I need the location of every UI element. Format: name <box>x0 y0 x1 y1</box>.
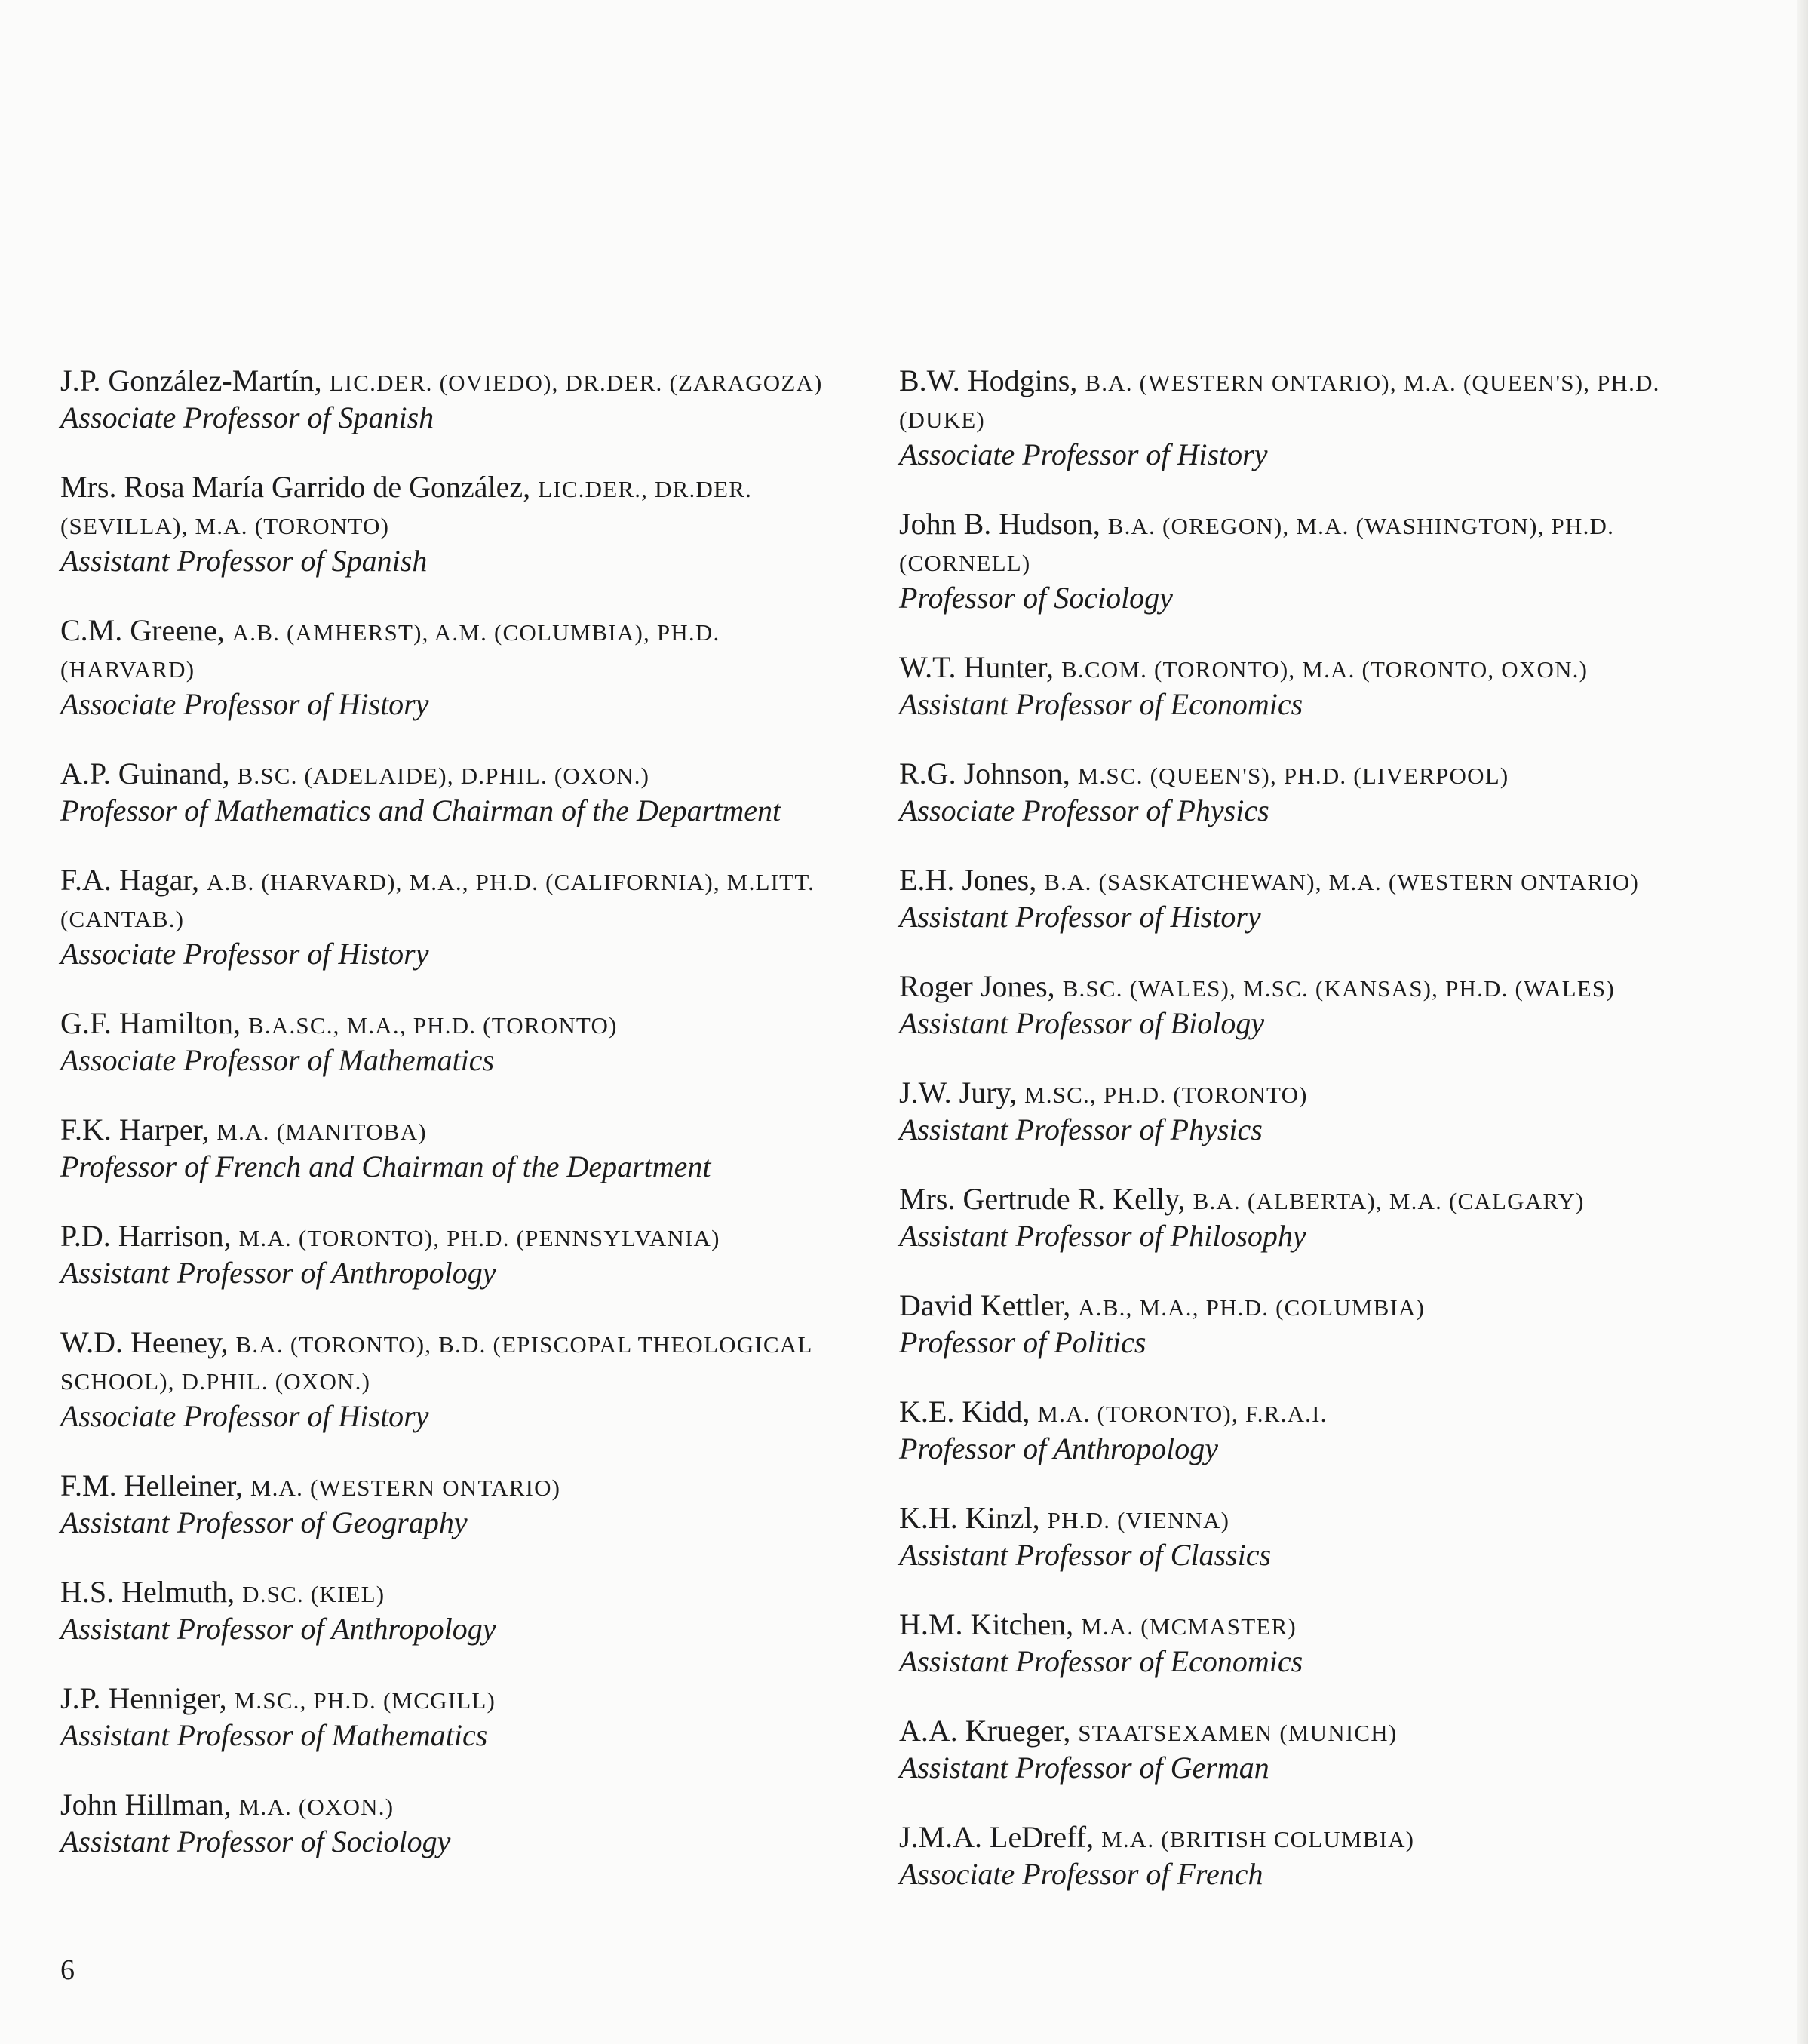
faculty-name-line <box>899 1076 1714 1113</box>
faculty-credentials: M.A. (MANITOBA) <box>216 1119 427 1145</box>
faculty-name-line <box>60 1113 860 1149</box>
faculty-entry <box>899 757 1714 828</box>
faculty-credentials: M.A. (TORONTO), F.R.A.I. <box>1037 1401 1328 1427</box>
faculty-name: J.P. González-Martín, <box>60 364 322 397</box>
faculty-list-left-column <box>60 364 860 1894</box>
faculty-name: H.S. Helmuth, <box>60 1575 235 1609</box>
faculty-credentials: M.SC., PH.D. (MCGILL) <box>234 1687 496 1714</box>
faculty-credentials: LIC.DER., DR.DER. (SEVILLA), M.A. (TORONTO) <box>60 476 753 539</box>
faculty-entry <box>60 1219 860 1291</box>
page-edge-shadow <box>1797 0 1808 2044</box>
faculty-entry <box>899 863 1714 935</box>
faculty-name: Mrs. Gertrude R. Kelly, <box>899 1182 1186 1216</box>
faculty-credentials: B.A. (WESTERN ONTARIO), M.A. (QUEEN'S), PH.D. (DUKE) <box>899 370 1660 433</box>
faculty-entry <box>60 1469 860 1540</box>
faculty-name: C.M. Greene, <box>60 613 225 647</box>
faculty-entry <box>899 1395 1714 1466</box>
faculty-credentials: M.SC. (QUEEN'S), PH.D. (LIVERPOOL) <box>1077 763 1509 789</box>
faculty-credentials: LIC.DER. (OVIEDO), DR.DER. (ZARAGOZA) <box>329 370 823 396</box>
faculty-credentials: B.A. (SASKATCHEWAN), M.A. (WESTERN ONTARIO) <box>1044 869 1639 895</box>
faculty-name-line <box>60 1575 860 1612</box>
faculty-title: Assistant Professor of Physics <box>899 1113 1263 1146</box>
faculty-name: John Hillman, <box>60 1788 232 1821</box>
faculty-entry <box>60 1681 860 1753</box>
faculty-name: H.M. Kitchen, <box>899 1607 1074 1641</box>
faculty-name-line <box>899 1288 1714 1325</box>
faculty-title: Associate Professor of History <box>60 1399 429 1433</box>
faculty-name: F.K. Harper, <box>60 1113 210 1146</box>
faculty-name: F.A. Hagar, <box>60 863 200 897</box>
faculty-credentials: B.A. (OREGON), M.A. (WASHINGTON), PH.D. (CORNELL) <box>899 513 1615 576</box>
faculty-name-line <box>899 650 1714 687</box>
faculty-title: Assistant Professor of Spanish <box>60 544 428 578</box>
faculty-title: Associate Professor of History <box>60 687 429 721</box>
faculty-entry <box>60 1113 860 1184</box>
faculty-name: J.M.A. LeDreff, <box>899 1820 1094 1854</box>
faculty-title: Assistant Professor of Sociology <box>60 1825 451 1858</box>
faculty-name-line <box>60 1469 860 1505</box>
faculty-name-line <box>60 1788 860 1825</box>
faculty-name: B.W. Hodgins, <box>899 364 1078 397</box>
faculty-name: F.M. Helleiner, <box>60 1469 243 1502</box>
faculty-name-line <box>60 1681 860 1718</box>
faculty-credentials: B.A. (ALBERTA), M.A. (CALGARY) <box>1193 1188 1585 1214</box>
faculty-title: Assistant Professor of Anthropology <box>60 1612 496 1646</box>
faculty-name-line <box>899 1395 1714 1432</box>
faculty-entry <box>60 1325 860 1434</box>
faculty-name-line <box>60 757 860 793</box>
faculty-name: K.H. Kinzl, <box>899 1501 1040 1535</box>
faculty-entry <box>60 757 860 828</box>
faculty-credentials: B.A. (TORONTO), B.D. (EPISCOPAL THEOLOGICAL SCHOOL), D.PHIL. (OXON.) <box>60 1331 812 1395</box>
faculty-name-line <box>899 863 1714 900</box>
faculty-credentials: M.A. (OXON.) <box>238 1794 394 1820</box>
faculty-name: Mrs. Rosa María Garrido de González, <box>60 470 531 504</box>
faculty-credentials: B.SC. (ADELAIDE), D.PHIL. (OXON.) <box>237 763 650 789</box>
faculty-name-line <box>60 1219 860 1256</box>
faculty-title: Associate Professor of Spanish <box>60 401 434 434</box>
faculty-entry <box>60 613 860 722</box>
faculty-credentials: B.SC. (WALES), M.SC. (KANSAS), PH.D. (WALES) <box>1062 975 1615 1002</box>
faculty-credentials: D.SC. (KIEL) <box>242 1581 385 1607</box>
faculty-credentials: M.A. (MCMASTER) <box>1081 1613 1297 1640</box>
faculty-title: Associate Professor of History <box>899 437 1268 471</box>
faculty-entry <box>899 1182 1714 1254</box>
faculty-name: W.D. Heeney, <box>60 1325 229 1359</box>
faculty-name: R.G. Johnson, <box>899 757 1070 790</box>
faculty-title: Assistant Professor of Economics <box>899 1644 1303 1678</box>
faculty-list-right-column <box>899 364 1714 1926</box>
faculty-entry <box>899 1714 1714 1785</box>
faculty-entry <box>899 1076 1714 1147</box>
faculty-name-line <box>899 757 1714 793</box>
faculty-name: W.T. Hunter, <box>899 650 1054 684</box>
faculty-name-line <box>899 1714 1714 1751</box>
faculty-name: John B. Hudson, <box>899 507 1100 541</box>
faculty-title: Professor of Politics <box>899 1325 1146 1359</box>
faculty-entry <box>899 650 1714 722</box>
faculty-name-line <box>60 863 860 937</box>
faculty-name-line <box>899 507 1714 581</box>
faculty-entry <box>899 1501 1714 1573</box>
faculty-name: David Kettler, <box>899 1288 1071 1322</box>
faculty-credentials: M.A. (TORONTO), PH.D. (PENNSYLVANIA) <box>238 1225 720 1251</box>
faculty-name-line <box>899 1607 1714 1644</box>
faculty-entry <box>899 1607 1714 1679</box>
faculty-credentials: B.A.SC., M.A., PH.D. (TORONTO) <box>248 1012 618 1039</box>
faculty-name-line <box>60 470 860 544</box>
faculty-title: Professor of Anthropology <box>899 1432 1218 1465</box>
faculty-credentials: M.A. (BRITISH COLUMBIA) <box>1101 1826 1415 1852</box>
faculty-name-line <box>899 364 1714 437</box>
faculty-name: K.E. Kidd, <box>899 1395 1030 1429</box>
faculty-name: E.H. Jones, <box>899 863 1037 897</box>
faculty-title: Professor of Mathematics and Chairman of the Department <box>60 793 781 827</box>
faculty-entry <box>60 470 860 579</box>
faculty-name: J.W. Jury, <box>899 1076 1017 1109</box>
faculty-entry <box>60 1006 860 1078</box>
page-number: 6 <box>60 1954 75 1986</box>
faculty-name-line <box>899 969 1714 1006</box>
faculty-title: Assistant Professor of Economics <box>899 687 1303 721</box>
faculty-name: P.D. Harrison, <box>60 1219 232 1253</box>
faculty-name: J.P. Henniger, <box>60 1681 227 1715</box>
faculty-title: Professor of French and Chairman of the Department <box>60 1149 711 1183</box>
faculty-name-line <box>60 613 860 687</box>
faculty-credentials: STAATSEXAMEN (MUNICH) <box>1078 1720 1398 1746</box>
faculty-name-line <box>899 1501 1714 1538</box>
faculty-title: Associate Professor of Physics <box>899 793 1269 827</box>
faculty-credentials: M.SC., PH.D. (TORONTO) <box>1024 1082 1308 1108</box>
faculty-credentials: A.B. (HARVARD), M.A., PH.D. (CALIFORNIA), M.LITT. (CANTAB.) <box>60 869 815 932</box>
faculty-credentials: M.A. (WESTERN ONTARIO) <box>250 1475 561 1501</box>
faculty-credentials: B.COM. (TORONTO), M.A. (TORONTO, OXON.) <box>1061 656 1589 683</box>
faculty-entry <box>60 364 860 435</box>
faculty-entry <box>899 1288 1714 1360</box>
faculty-entry <box>899 507 1714 615</box>
faculty-entry <box>899 1820 1714 1892</box>
faculty-title: Assistant Professor of Geography <box>60 1505 468 1539</box>
faculty-title: Assistant Professor of History <box>899 900 1261 934</box>
faculty-entry <box>899 969 1714 1041</box>
faculty-title: Assistant Professor of Philosophy <box>899 1219 1306 1253</box>
faculty-name-line <box>60 364 860 401</box>
faculty-title: Assistant Professor of Mathematics <box>60 1718 488 1752</box>
faculty-title: Associate Professor of French <box>899 1857 1263 1891</box>
faculty-entry <box>899 364 1714 472</box>
faculty-entry <box>60 863 860 971</box>
faculty-name-line <box>60 1006 860 1043</box>
faculty-name: A.P. Guinand, <box>60 757 230 790</box>
faculty-title: Assistant Professor of German <box>899 1751 1269 1785</box>
faculty-name-line <box>899 1820 1714 1857</box>
faculty-credentials: PH.D. (VIENNA) <box>1047 1507 1230 1533</box>
faculty-name-line <box>899 1182 1714 1219</box>
faculty-name: G.F. Hamilton, <box>60 1006 241 1040</box>
faculty-name: A.A. Krueger, <box>899 1714 1071 1748</box>
faculty-credentials: A.B. (AMHERST), A.M. (COLUMBIA), PH.D. (HARVARD) <box>60 619 720 683</box>
faculty-title: Professor of Sociology <box>899 581 1173 615</box>
faculty-title: Assistant Professor of Anthropology <box>60 1256 496 1290</box>
faculty-name-line <box>60 1325 860 1399</box>
faculty-credentials: A.B., M.A., PH.D. (COLUMBIA) <box>1078 1294 1426 1321</box>
faculty-entry <box>60 1575 860 1647</box>
faculty-entry <box>60 1788 860 1859</box>
faculty-title: Assistant Professor of Classics <box>899 1538 1272 1572</box>
faculty-name: Roger Jones, <box>899 969 1055 1003</box>
faculty-title: Associate Professor of History <box>60 937 429 971</box>
faculty-title: Assistant Professor of Biology <box>899 1006 1265 1040</box>
faculty-title: Associate Professor of Mathematics <box>60 1043 495 1077</box>
